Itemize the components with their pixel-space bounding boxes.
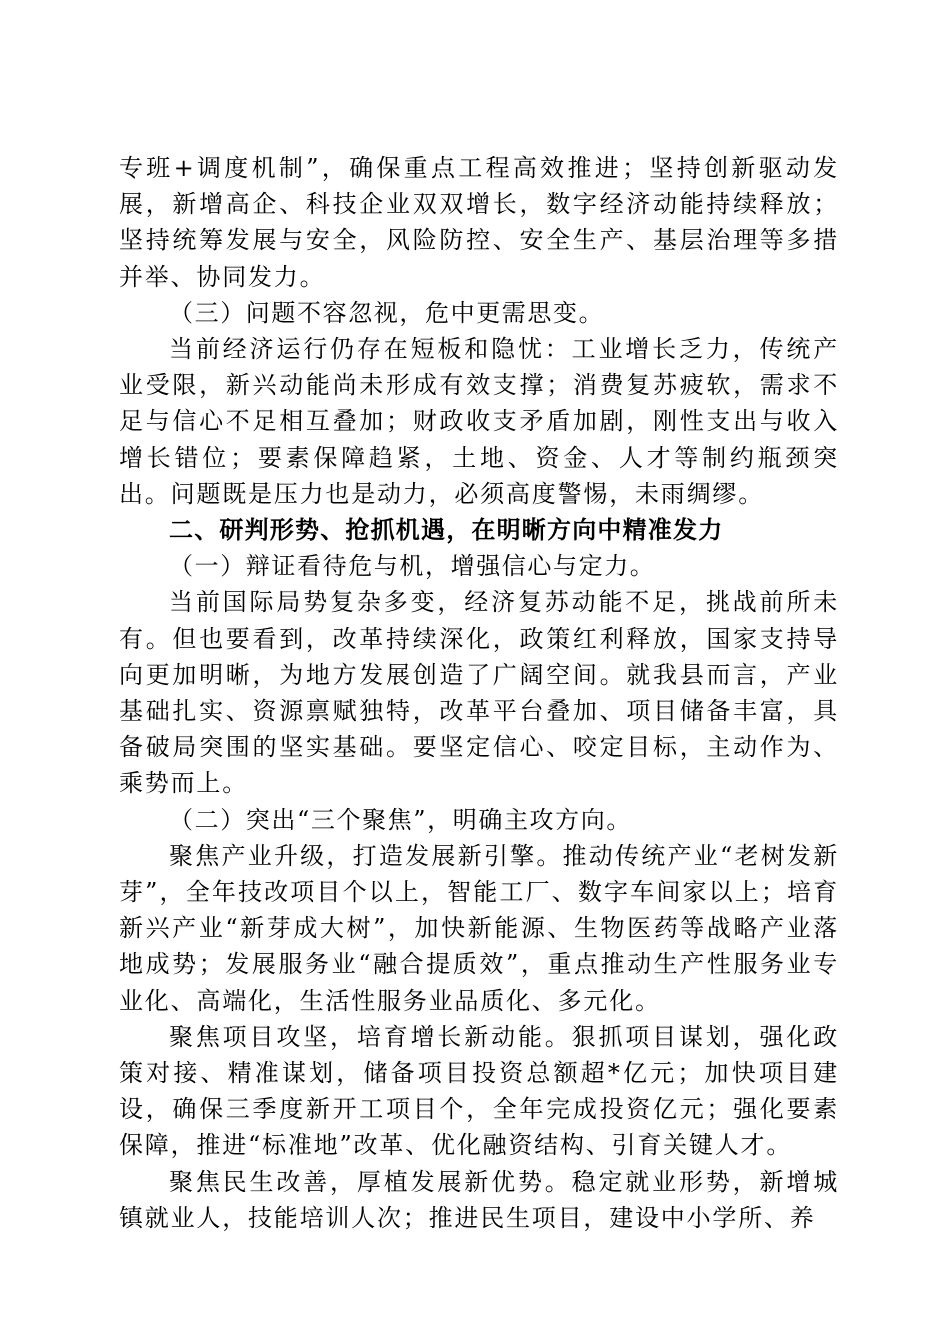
paragraph-projects: 聚焦项目攻坚，培育增长新动能。狠抓项目谋划，强化政策对接、精准谋划，储备项目投资总额超*亿元；加快项目建设，确保三季度新开工项目个，全年完成投资亿元；强化要素保障，推进“标准地”改革、优化融资结构、引育关键人才。 (119, 1022, 839, 1160)
paragraph-situation: 当前国际局势复杂多变，经济复苏动能不足，挑战前所未有。但也要看到，改革持续深化，政策红利释放，国家支持导向更加明晰，为地方发展创造了广阔空间。就我县而言，产业基础扎实、资源禀赋独特，改革平台叠加、项目储备丰富，具备破局突围的坚实基础。要坚定信心、咬定目标，主动作为、乘势而上。 (119, 588, 839, 798)
paragraph-continued: 专班+调度机制”，确保重点工程高效推进；坚持创新驱动发展，新增高企、科技企业双双增长，数字经济动能持续释放；坚持统筹发展与安全，风险防控、安全生产、基层治理等多措并举、协同发力。 (119, 154, 839, 291)
document-body (119, 150, 839, 1236)
paragraph-problems: 当前经济运行仍存在短板和隐忧：工业增长乏力，传统产业受限，新兴动能尚未形成有效支撑；消费复苏疲软，需求不足与信心不足相互叠加；财政收支矛盾加剧，刚性支出与收入增长错位；要素保障趋紧，土地、资金、人才等制约瓶颈突出。问题既是压力也是动力，必须高度警惕，未雨绸缪。 (119, 335, 839, 508)
paragraph-industry: 聚焦产业升级，打造发展新引擎。推动传统产业“老树发新芽”，全年技改项目个以上，智能工厂、数字车间家以上；培育新兴产业“新芽成大树”，加快新能源、生物医药等战略产业落地成势；发展服务业“融合提质效”，重点推动生产性服务业专业化、高端化，生活性服务业品质化、多元化。 (119, 841, 839, 1015)
subheading-three-focuses: （二）突出“三个聚焦”，明确主攻方向。 (169, 805, 632, 834)
subheading-problems: （三）问题不容忽视，危中更需思变。 (169, 298, 605, 327)
subheading-crisis-opportunity: （一）辩证看待危与机，增强信心与定力。 (169, 552, 656, 581)
paragraph-livelihood: 聚焦民生改善，厚植发展新优势。稳定就业形势，新增城镇就业人，技能培训人次；推进民生项目，建设中小学所、养 (119, 1167, 839, 1232)
section-heading-two: 二、研判形势、抢抓机遇，在明晰方向中精准发力 (169, 516, 724, 545)
